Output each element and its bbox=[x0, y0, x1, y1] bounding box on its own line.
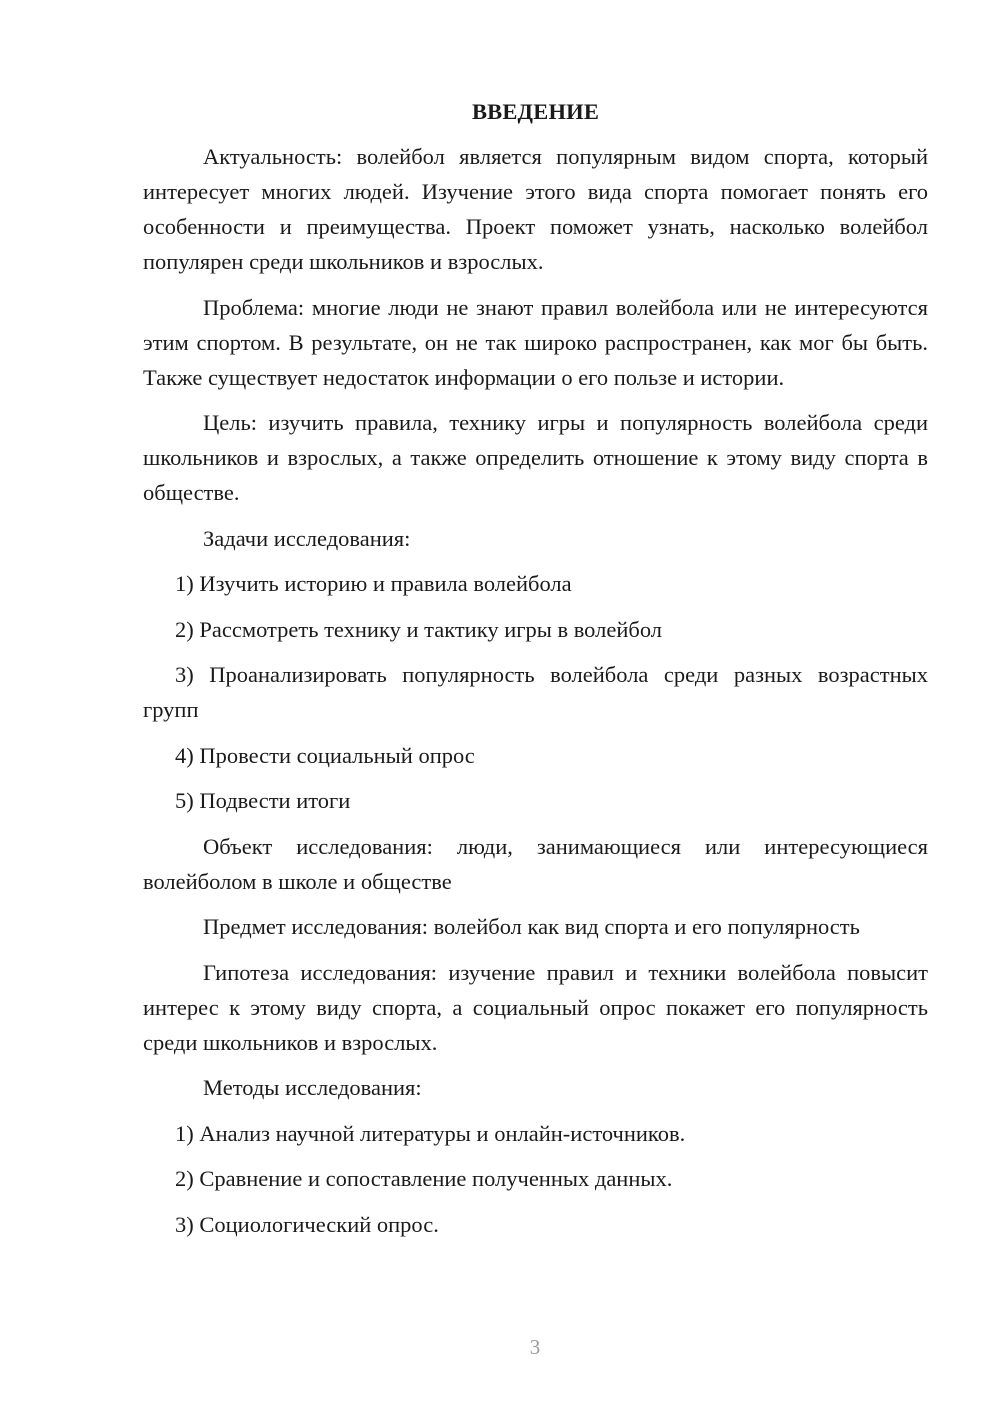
tasks-heading: Задачи исследования: bbox=[203, 525, 411, 551]
method-item: 1) Анализ научной литературы и онлайн-источников. bbox=[175, 1120, 686, 1146]
hypothesis-paragraph: Гипотеза исследования: изучение правил и техники волейбола повысит интерес к этому виду спорта, а социальный опрос покажет его популярность среди школьников и взрослых. bbox=[143, 959, 928, 1055]
goal-paragraph: Цель: изучить правила, технику игры и популярность волейбола среди школьников и взрослых, а также определить отношение к этому виду спорта в обществе. bbox=[143, 410, 928, 505]
page-number: 3 bbox=[529, 1335, 541, 1359]
task-item: 2) Рассмотреть технику и тактику игры в волейбол bbox=[175, 616, 663, 642]
task-item: 5) Подвести итоги bbox=[175, 788, 351, 813]
method-item: 3) Социологический опрос. bbox=[175, 1211, 439, 1237]
subject-paragraph: Предмет исследования: волейбол как вид спорта и его популярность bbox=[203, 914, 860, 939]
problem-paragraph: Проблема: многие люди не знают правил волейбола или не интересуются этим спортом. В результате, он не так широко распространен, как мог бы быть. Также существует недостаток информации о его пользе и истории. bbox=[143, 294, 928, 390]
task-item: 4) Провести социальный опрос bbox=[175, 742, 475, 768]
relevance-paragraph: Актуальность: волейбол является популярным видом спорта, который интересует многих людей. Изучение этого вида спорта помогает понять его особенности и преимущества. Проект поможет узнать, насколько волейбол популярен среди школьников и взрослых. bbox=[143, 144, 928, 274]
method-item: 2) Сравнение и сопоставление полученных данных. bbox=[175, 1166, 673, 1191]
task-item: 3) Проанализировать популярность волейбола среди разных возрастных групп bbox=[143, 662, 928, 722]
page-content bbox=[143, 94, 928, 1252]
task-item: 1) Изучить историю и правила волейбола bbox=[175, 571, 572, 596]
page-title: ВВЕДЕНИЕ bbox=[471, 99, 600, 124]
methods-heading: Методы исследования: bbox=[203, 1075, 422, 1100]
object-paragraph: Объект исследования: люди, занимающиеся или интересующиеся волейболом в школе и обществе bbox=[143, 833, 928, 894]
